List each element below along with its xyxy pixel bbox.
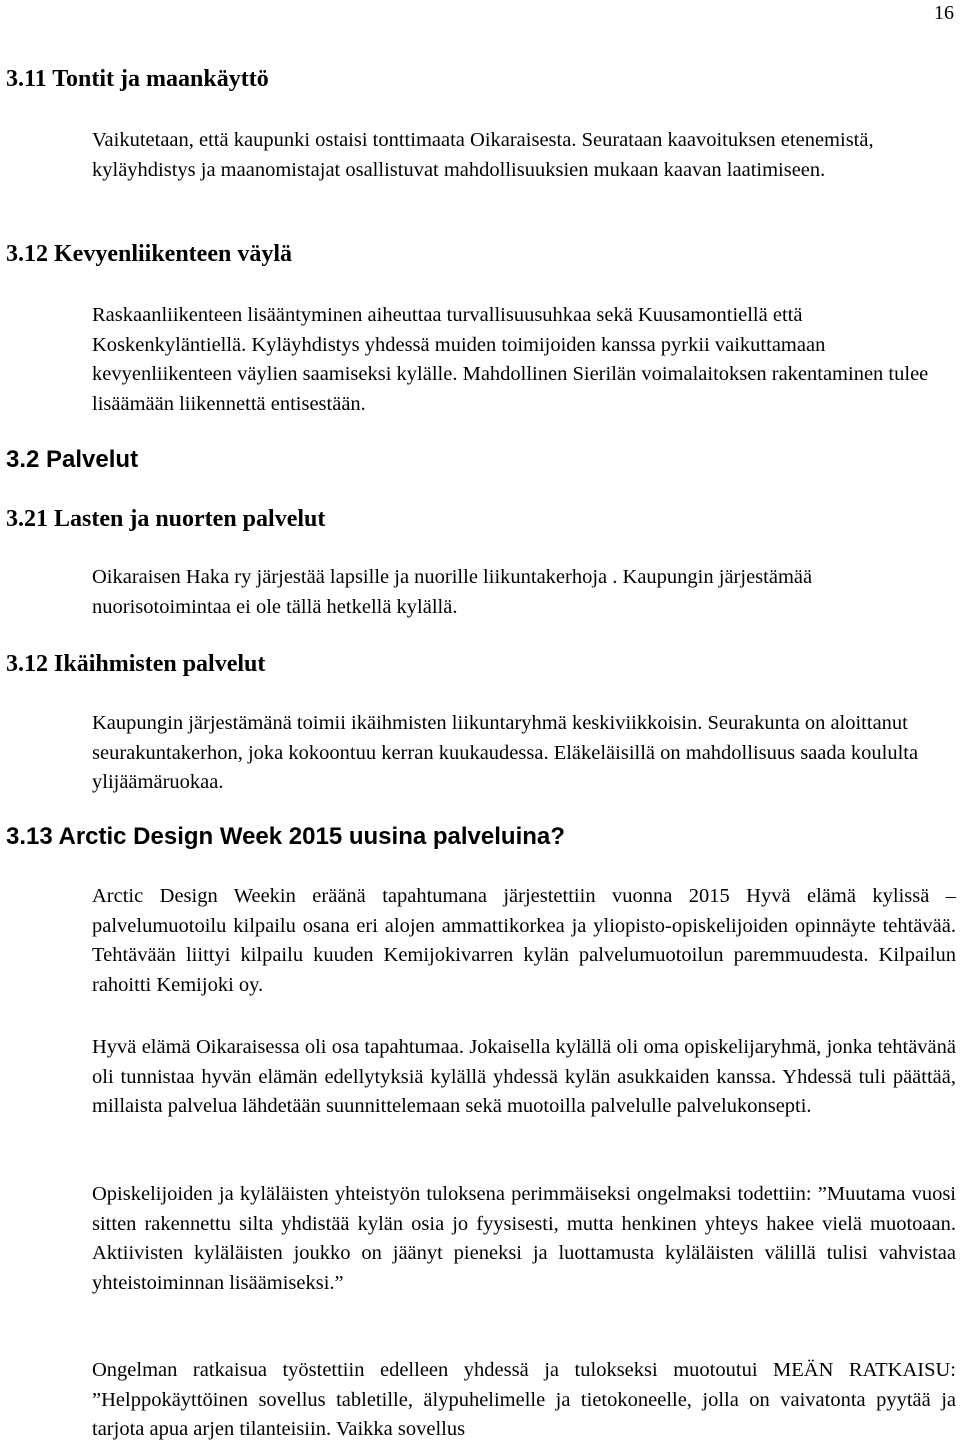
paragraph-arctic-1: Arctic Design Weekin eräänä tapahtumana järjestettiin vuonna 2015 Hyvä elämä kylissä – palvelumuotoilu kilpailu osana eri alojen ammattikorkea ja yliopisto-opiskelijoiden opinnäyte tehtävää. Tehtävään liittyi kilpailu kuuden Kemijokivarren kylän palvelumuotoilun paremmuudesta. Kilpailun rahoitti Kemijoki oy. bbox=[92, 885, 956, 996]
paragraph-ikaihmiset: Kaupungin järjestämänä toimii ikäihmisten liikuntaryhmä keskiviikkoisin. Seurakunta on aloittanut seurakuntakerhon, joka kokoontuu kerran kuukaudessa. Eläkeläisillä on mahdollisuus saada koululta ylijäämäruokaa. bbox=[92, 712, 919, 793]
paragraph-arctic-2: Hyvä elämä Oikaraisessa oli osa tapahtumaa. Jokaisella kylällä oli oma opiskelijaryhmä, jonka tehtävänä oli tunnistaa hyvän elämän edellytyksiä kylällä yhdessä kylän asukkaiden kanssa. Yhdessä tuli päättää, millaista palvelua lähdetään suunnittelemaan sekä muotoilla palvelulle palvelukonsepti. bbox=[92, 1036, 956, 1117]
page-number: 16 bbox=[934, 2, 954, 24]
heading-lasten-ja-nuorten: 3.21 Lasten ja nuorten palvelut bbox=[6, 506, 326, 532]
heading-palvelut: 3.2 Palvelut bbox=[6, 446, 139, 473]
heading-arctic-design-week: 3.13 Arctic Design Week 2015 uusina palveluina? bbox=[6, 823, 565, 850]
heading-kevyenliikenne: 3.12 Kevyenliikenteen väylä bbox=[6, 241, 292, 267]
paragraph-kevyenliikenne: Raskaanliikenteen lisääntyminen aiheuttaa turvallisuusuhkaa sekä Kuusamontiellä että Koskenkyläntiellä. Kyläyhdistys yhdessä muiden toimijoiden kanssa pyrkii vaikuttamaan kevyenliikenteen väylien saamiseksi kylälle. Mahdollinen Sierilän voimalaitoksen rakentaminen tulee lisäämään liikennettä entisestään. bbox=[92, 304, 929, 415]
paragraph-tontit: Vaikutetaan, että kaupunki ostaisi tonttimaata Oikaraisesta. Seurataan kaavoituksen etenemistä, kyläyhdistys ja maanomistajat osallistuvat mahdollisuuksien mukaan kaavan laatimiseen. bbox=[92, 129, 874, 181]
paragraph-arctic-4: Ongelman ratkaisua työstettiin edelleen yhdessä ja tulokseksi muotoutui MEÄN RATKAISU: ”Helppokäyttöinen sovellus tabletille, älypuhelimelle ja tietokoneelle, jolla on vaivatonta pyytää ja tarjota apua arjen tilanteisiin. Vaikka sovellus bbox=[92, 1359, 956, 1440]
heading-ikaihmiset: 3.12 Ikäihmisten palvelut bbox=[6, 651, 266, 677]
paragraph-arctic-3: Opiskelijoiden ja kyläläisten yhteistyön tuloksena perimmäiseksi ongelmaksi todettiin: ”Muutama vuosi sitten rakennettu silta yhdistää kylän osia jo fyysisesti, mutta henkinen yhteys hakee vielä muotoaan. Aktiivisten kyläläisten joukko on jäänyt pieneksi ja luottamusta kyläläisten välillä tulisi vahvistaa yhteistoiminnan lisäämiseksi.” bbox=[92, 1183, 956, 1294]
paragraph-lasten-ja-nuorten: Oikaraisen Haka ry järjestää lapsille ja nuorille liikuntakerhoja . Kaupungin järjestämää nuorisotoimintaa ei ole tällä hetkellä kylällä. bbox=[92, 566, 813, 618]
heading-tontit: 3.11 Tontit ja maankäyttö bbox=[6, 66, 269, 92]
